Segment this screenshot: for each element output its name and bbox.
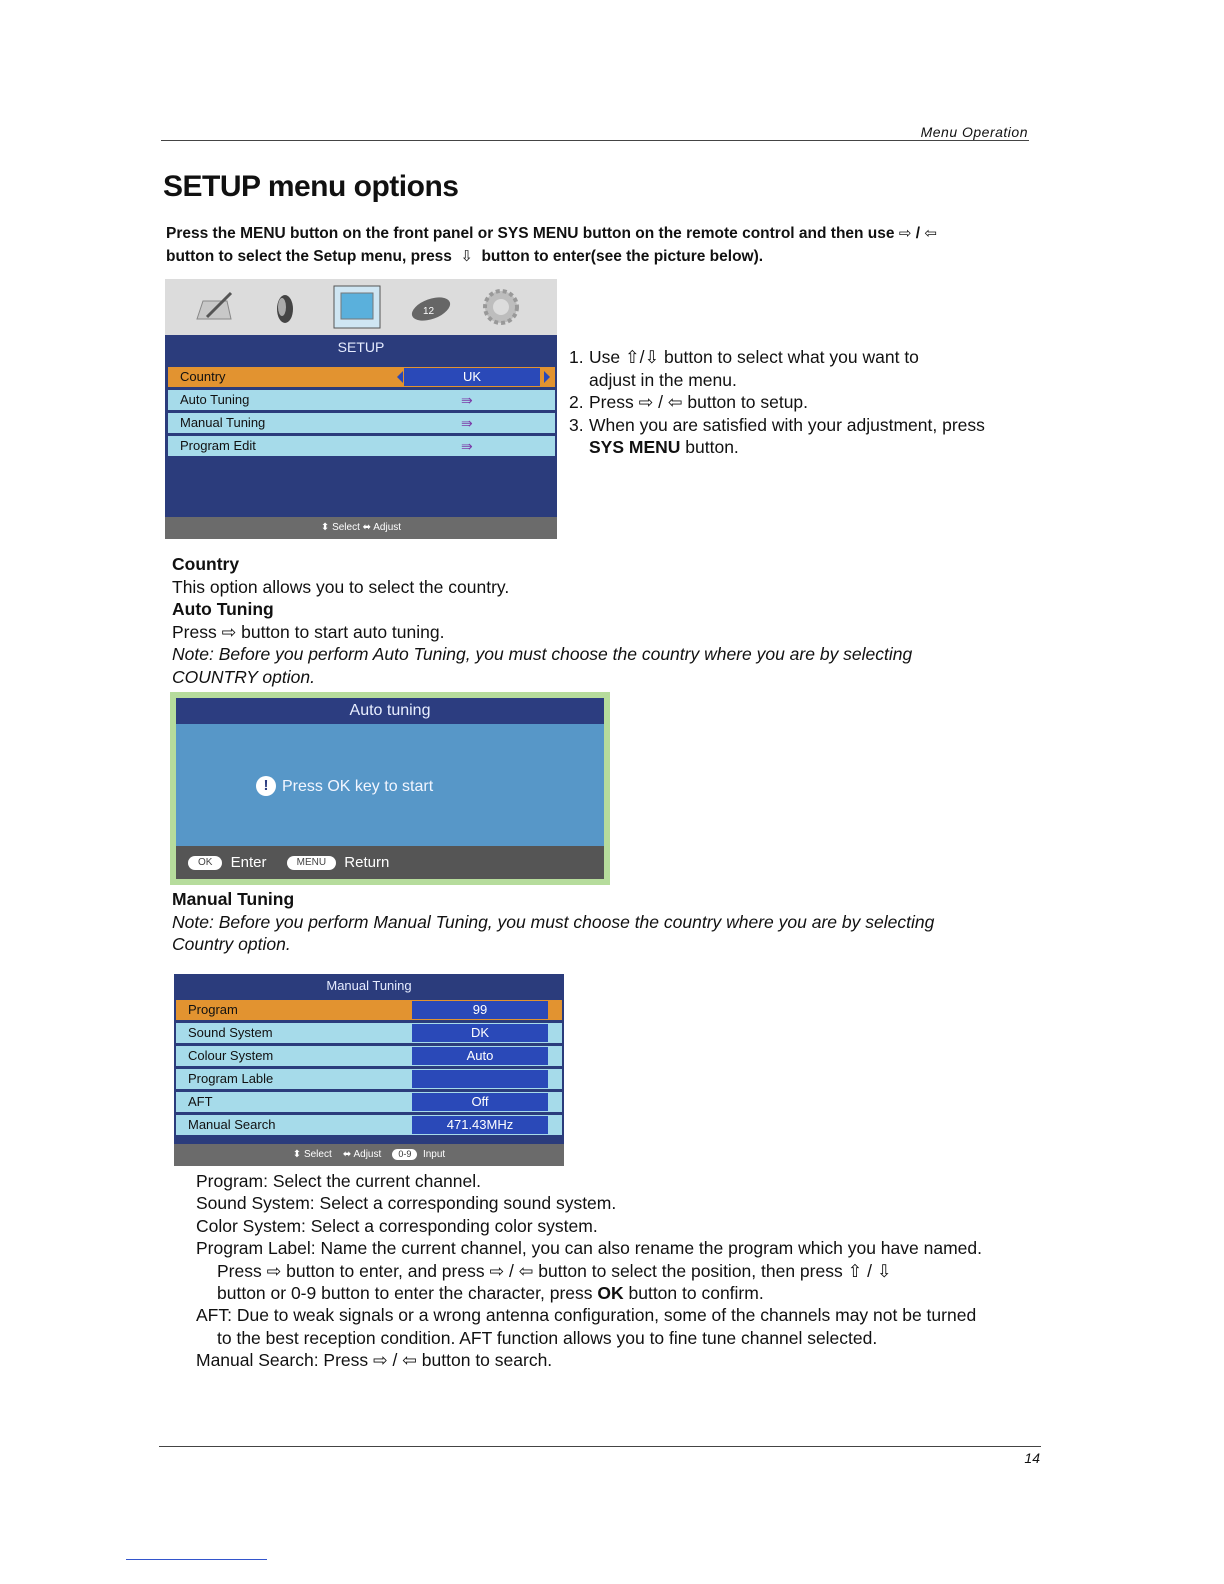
manual-tuning-heading: Manual Tuning [172,889,295,909]
country-heading: Country [172,554,240,574]
country-value: UK [404,368,540,386]
desc-text: button to confirm. [623,1283,764,1304]
menu-row-sound-system[interactable] [176,1023,562,1043]
left-arrow-icon: ⇦ [924,225,937,242]
setup-menu-screenshot [165,279,557,539]
desc-program: Program: Select the current channel. [196,1171,482,1191]
menu-row-label: AFT [188,1094,213,1109]
desc-sound-system: Sound System: Select a corresponding sound system. [196,1193,617,1214]
menu-row-label: Program [188,1002,238,1017]
menu-row-label: Program Lable [188,1071,274,1086]
right-arrow-icon: ⇨ [898,225,912,242]
menu-row-label: Manual Search [188,1117,276,1132]
intro-line2a: button to select the Setup menu, press [166,247,452,265]
ok-text: OK [597,1283,624,1304]
input-hint: Input [422,1149,446,1160]
ok-key-icon[interactable]: OK [188,856,222,870]
section-header: Menu Operation [920,124,1028,140]
auto-tuning-note: Note: Before you perform Auto Tuning, you must choose the country where you are by selecting [172,644,913,664]
manual-menu-title: Manual Tuning [326,978,412,993]
enter-arrow-icon: ⇛ [461,415,473,431]
warning-icon: ! [256,776,276,796]
step-text: When you are satisfied with your adjustment, press [589,414,985,435]
aft-value: Off [412,1093,548,1111]
page-number: 14 [1024,1450,1040,1466]
auto-tuning-text: Press ⇨ button to start auto tuning. [172,621,445,642]
country-section [172,553,1032,688]
select-hint: ⬍ Select [292,1149,332,1160]
steps-list [569,346,1029,466]
intro-line1: Press the MENU button on the front panel or SYS MENU button on the remote control and then use [166,225,895,242]
desc-color-system: Color System: Select a corresponding color system. [196,1215,598,1236]
desc-aft: AFT: Due to weak signals or a wrong antenna configuration, some of the channels may not be turned [196,1305,977,1326]
step-number: 2. [569,392,584,412]
step-text: adjust in the menu. [589,369,737,390]
desc-aft-cont: to the best reception condition. AFT function allows you to fine tune channel selected. [217,1327,878,1348]
setup-menu-title: SETUP [337,339,385,355]
menu-row-label: Program Edit [180,438,256,453]
menu-row-country[interactable] [168,367,555,387]
menu-row-manual-search[interactable] [176,1115,562,1135]
menu-row-program-lable[interactable] [176,1069,562,1089]
menu-row-label: Auto Tuning [180,392,250,407]
down-arrow-icon: ⇩ [456,247,478,265]
manual-search-value: 471.43MHz [412,1116,548,1134]
auto-tuning-dialog [170,692,610,885]
auto-tuning-title: Auto tuning [176,698,604,724]
step-2 [569,391,1029,413]
step-text: button. [680,437,739,457]
footer-rule [159,1446,1041,1447]
colour-system-value: Auto [412,1047,548,1065]
manual-tuning-note: Note: Before you perform Manual Tuning, you must choose the country where you are by selecting [172,911,935,932]
intro-paragraph [166,223,1026,268]
desc-text: button or 0-9 button to enter the character, press [217,1283,598,1304]
time-clock-icon [409,287,453,327]
sound-icon [263,287,307,327]
desc-program-label-cont2 [196,1282,1056,1304]
step-number: 3. [569,414,584,435]
setup-screen-icon [333,285,381,329]
program-lable-value [412,1070,548,1088]
auto-tuning-note-cont: COUNTRY option. [172,666,315,687]
manual-tuning-section [172,888,1032,956]
step-1 [569,346,1029,391]
intro-line2b: button to enter(see the picture below). [481,247,764,265]
menu-row-program[interactable] [176,1000,562,1020]
auto-tuning-heading: Auto Tuning [172,599,274,619]
auto-tuning-message [256,776,433,798]
page-title: SETUP menu options [163,170,459,203]
svg-text:12: 12 [423,306,435,317]
desc-program-label: Program Label: Name the current channel, you can also rename the program which you have named. [196,1238,982,1259]
number-key-icon: 0-9 [392,1149,417,1160]
step-number: 1. [569,347,584,367]
menu-row-program-edit[interactable] [168,436,555,456]
left-triangle-icon[interactable] [397,371,403,383]
desc-program-label-cont: Press ⇨ button to enter, and press ⇨ / ⇦ button to select the position, then press ⇧ / ⇩ [217,1260,892,1281]
manual-tuning-note-cont: Country option. [172,934,291,954]
message-text: Press OK key to start [282,778,434,795]
menu-row-manual-tuning[interactable] [168,413,555,433]
menu-row-auto-tuning[interactable] [168,390,555,410]
menu-row-label: Country [180,369,226,384]
country-text: This option allows you to select the country. [172,576,510,597]
bottom-link-rule [126,1559,267,1560]
menu-key-icon[interactable]: MENU [287,856,336,870]
header-rule [161,140,1029,141]
menu-icon-bar [165,279,557,335]
adjust-hint: ⬌ Adjust [342,1149,382,1160]
sys-menu-text: SYS MENU [589,437,681,457]
step-text: Use ⇧/⇩ button to select what you want to [589,347,919,367]
menu-row-label: Colour System [188,1048,274,1063]
desc-manual-search: Manual Search: Press ⇨ / ⇦ button to search. [196,1350,553,1371]
manual-menu-footer [174,1144,564,1166]
program-value: 99 [412,1001,548,1019]
picture-icon [191,287,235,327]
setup-menu-footer: ⬍ Select ⬌ Adjust [165,517,557,539]
step-text: Press ⇨ / ⇦ button to setup. [589,392,809,412]
sound-system-value: DK [412,1024,548,1042]
step-3 [569,414,1029,459]
menu-row-colour-system[interactable] [176,1046,562,1066]
option-gear-icon [479,287,523,327]
auto-tuning-footer [176,846,604,879]
right-triangle-icon[interactable] [544,371,550,383]
manual-tuning-descriptions [196,1170,1056,1372]
menu-row-aft[interactable] [176,1092,562,1112]
enter-label: Enter [230,854,267,871]
manual-tuning-screenshot [174,974,564,1166]
menu-row-label: Sound System [188,1025,273,1040]
enter-arrow-icon: ⇛ [461,392,473,408]
return-label: Return [344,854,390,871]
intro-line1-end: / [915,225,921,242]
enter-arrow-icon: ⇛ [461,438,473,454]
menu-row-label: Manual Tuning [180,415,266,430]
